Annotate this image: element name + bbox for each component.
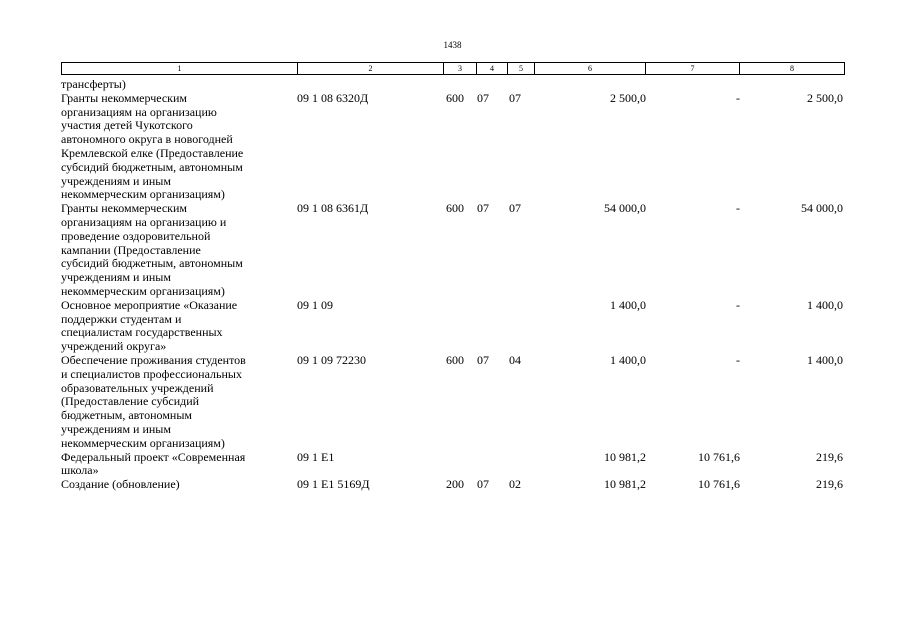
- row-col-6: 10 981,2: [604, 449, 646, 464]
- description-line: Основное мероприятие «Оказание: [61, 297, 238, 312]
- description-line: кампании (Предоставление: [61, 242, 201, 257]
- row-col-5: 07: [509, 90, 521, 105]
- description-line: некоммерческим организациям): [61, 187, 225, 202]
- description-line: некоммерческим организациям): [61, 283, 225, 298]
- description-line: (Предоставление субсидий: [61, 394, 200, 409]
- description-line: субсидий бюджетным, автономным: [61, 159, 243, 174]
- row-col-6: 10 981,2: [604, 477, 646, 492]
- description-line: участия детей Чукотского: [61, 118, 193, 133]
- row-description: [61, 92, 297, 202]
- description-line: специалистам государственных: [61, 325, 223, 340]
- table-header: [61, 62, 845, 75]
- row-code: 09 1 08 6320Д: [297, 90, 369, 105]
- row-col-8: 54 000,0: [801, 201, 843, 216]
- header-col-4: 4: [477, 63, 508, 74]
- description-line: автономного округа в новогодней: [61, 132, 233, 147]
- description-line: организациям на организацию и: [61, 214, 227, 229]
- row-description: [61, 354, 297, 451]
- description-line: некоммерческим организациям): [61, 435, 225, 450]
- row-code: 09 1 E1 5169Д: [297, 477, 370, 492]
- description-line: и специалистов профессиональных: [61, 366, 242, 381]
- row-col-5: 02: [509, 477, 521, 492]
- row-description: [61, 451, 297, 479]
- description-line: субсидий бюджетным, автономным: [61, 256, 243, 271]
- row-col-6: 2 500,0: [610, 90, 646, 105]
- page-number: 1438: [443, 40, 462, 50]
- description-line: поддержки студентам и: [61, 311, 182, 326]
- header-col-8: 8: [790, 64, 794, 73]
- row-col-7: -: [736, 353, 740, 367]
- row-col-8: 219,6: [816, 449, 843, 464]
- row-col-8: 1 400,0: [807, 353, 843, 367]
- row-col-3: 200: [446, 477, 464, 492]
- description-line: учреждениям и иным: [61, 270, 171, 285]
- row-col-8: 219,6: [816, 477, 843, 492]
- row-code: 09 1 09: [297, 297, 333, 312]
- row-col-5: 04: [509, 353, 521, 367]
- description-line: Обеспечение проживания студентов: [61, 353, 246, 367]
- row-col-6: 54 000,0: [604, 201, 646, 216]
- row-col-4: 07: [477, 353, 489, 367]
- row-col-7: 10 761,6: [698, 477, 740, 492]
- row-description: [61, 478, 297, 492]
- row-col-6: 1 400,0: [610, 297, 646, 312]
- description-line: трансферты): [61, 77, 126, 91]
- row-col-7: -: [736, 90, 740, 105]
- description-line: Гранты некоммерческим: [61, 201, 188, 216]
- row-col-4: 07: [477, 201, 489, 216]
- header-col-1: 1: [62, 63, 298, 74]
- header-col-7: 7: [646, 63, 740, 74]
- description-line: учреждений округа»: [61, 339, 167, 354]
- row-description: [61, 299, 297, 354]
- description-line: Гранты некоммерческим: [61, 90, 188, 105]
- row-code: 09 1 09 72230: [297, 353, 366, 367]
- row-col-8: 1 400,0: [807, 297, 843, 312]
- row-col-6: 1 400,0: [610, 353, 646, 367]
- row-col-5: 07: [509, 201, 521, 216]
- description-line: организациям на организацию: [61, 104, 217, 119]
- row-description: [61, 202, 297, 299]
- description-line: учреждениям и иным: [61, 421, 171, 436]
- row-col-8: 2 500,0: [807, 90, 843, 105]
- header-col-5: 5: [508, 63, 535, 74]
- row-code: 09 1 08 6361Д: [297, 201, 369, 216]
- row-code: 09 1 E1: [297, 449, 335, 464]
- row-col-7: -: [736, 201, 740, 216]
- description-line: образовательных учреждений: [61, 380, 214, 395]
- description-line: Федеральный проект «Современная: [61, 449, 246, 464]
- row-col-7: -: [736, 297, 740, 312]
- row-col-3: 600: [446, 90, 464, 105]
- row-col-4: 07: [477, 477, 489, 492]
- row-col-3: 600: [446, 201, 464, 216]
- row-col-7: 10 761,6: [698, 449, 740, 464]
- description-line: школа»: [61, 463, 99, 478]
- description-line: бюджетным, автономным: [61, 408, 192, 423]
- row-col-3: 600: [446, 353, 464, 367]
- header-col-6: 6: [535, 63, 646, 74]
- header-col-2: 2: [298, 63, 444, 74]
- row-description: [61, 78, 297, 92]
- description-line: проведение оздоровительной: [61, 228, 211, 243]
- description-line: учреждениям и иным: [61, 173, 171, 188]
- description-line: Создание (обновление): [61, 477, 180, 492]
- row-col-4: 07: [477, 90, 489, 105]
- description-line: Кремлевской елке (Предоставление: [61, 145, 244, 160]
- header-col-3: 3: [444, 63, 477, 74]
